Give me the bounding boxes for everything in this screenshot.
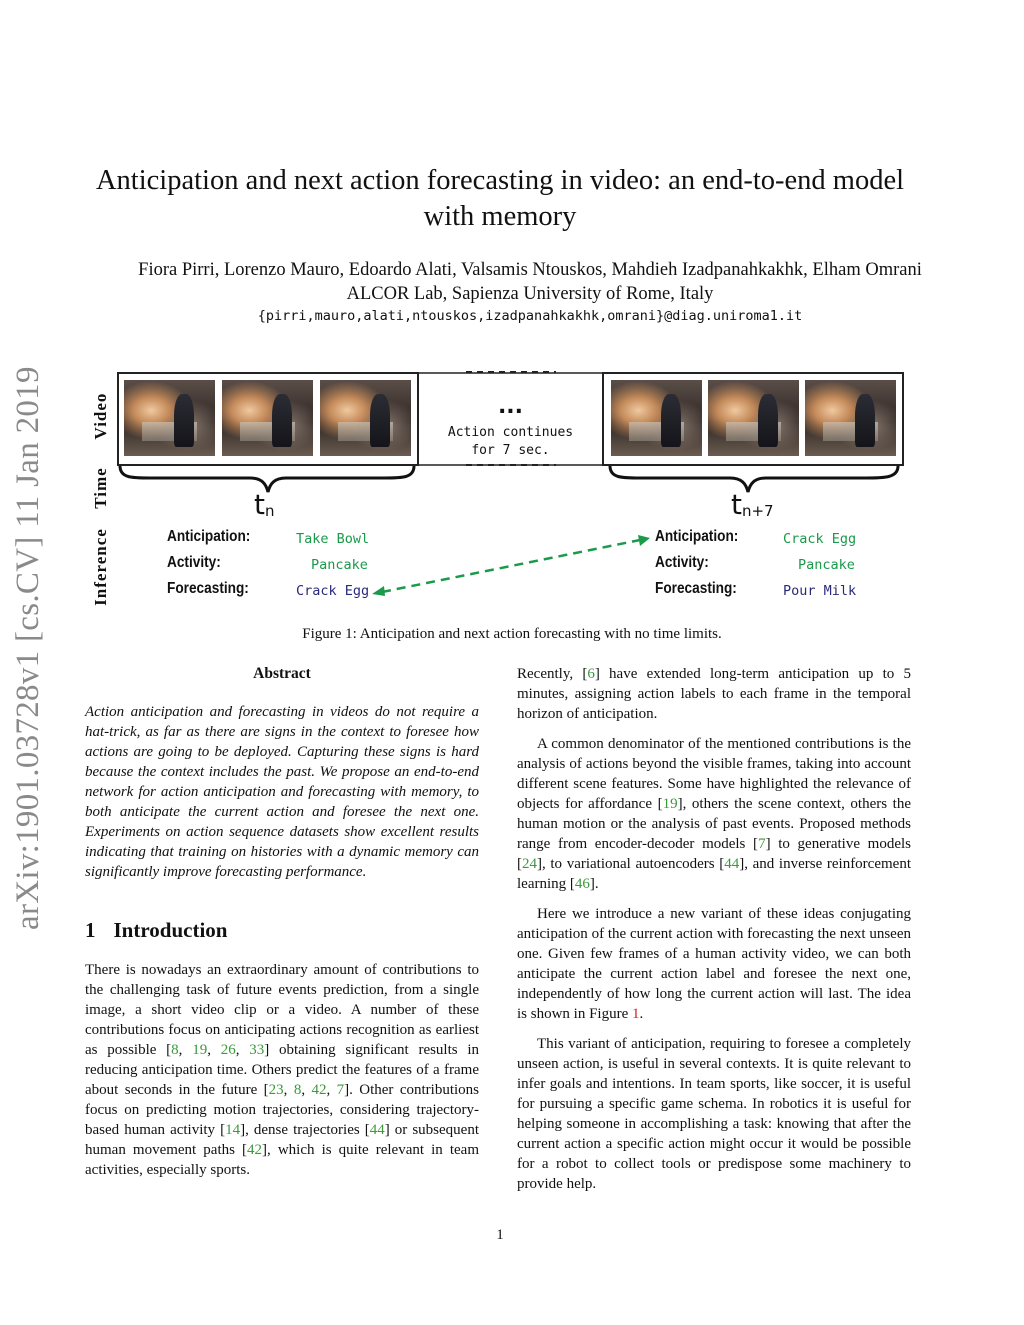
abstract-text: Action anticipation and forecasting in videos do not require a hat-trick, as far as there are signs in the context to foresee how actions are going to be deployed. Capturing these signs is hard because the context includes the past. We propose an end-to-end network for action anticipation and forecasting with memory, to both anticipate the current action and foresee the next one. Experiments on action sequence datasets show excellent results indicating that training on histories with a dynamic memory can significantly improve forecasting performance. bbox=[85, 704, 479, 880]
middle-text-2: for 7 sec. bbox=[471, 443, 550, 458]
citation-link[interactable]: 44 bbox=[724, 856, 740, 872]
right-anticipation-value: Crack Egg bbox=[783, 531, 857, 547]
middle-text-1: Action continues bbox=[447, 425, 574, 440]
arrow-head-left bbox=[372, 586, 385, 596]
citation-link[interactable]: 24 bbox=[522, 856, 537, 872]
right-anticipation-label: Anticipation: bbox=[655, 528, 739, 545]
right-paragraph-2: A common denominator of the mentioned contributions is the analysis of actions beyond the visible frames, taking into account different scene features. Some have highlighted the relevance of objects for affordance [19], others the scene context, others the human motion or the analysis of past events. Proposed methods range from encoder-decoder models [7] to generative models [24], to variational autoencoders [44], and inverse reinforcement learning [46]. bbox=[517, 736, 912, 892]
arrow-head-right bbox=[638, 535, 650, 546]
ellipsis: ... bbox=[497, 394, 524, 419]
citation-link[interactable]: 7 bbox=[758, 836, 766, 852]
citation-link[interactable]: 44 bbox=[369, 1122, 385, 1138]
citation-link[interactable]: 19 bbox=[662, 796, 678, 812]
time-label-tn: $t_n$ bbox=[254, 488, 275, 521]
row-label-inference: Inference bbox=[91, 528, 110, 606]
right-forecasting-value: Pour Milk bbox=[783, 583, 857, 599]
citation-link[interactable]: 42 bbox=[311, 1082, 327, 1098]
left-anticipation-value: Take Bowl bbox=[296, 531, 370, 547]
left-forecasting-label: Forecasting: bbox=[167, 580, 249, 597]
left-forecasting-value: Crack Egg bbox=[296, 583, 370, 599]
right-column bbox=[517, 664, 911, 1194]
citation-link[interactable]: 33 bbox=[249, 1042, 265, 1058]
arxiv-stamp: arXiv:1901.03728v1 [cs.CV] 11 Jan 2019 bbox=[10, 366, 46, 930]
citation-link[interactable]: 8 bbox=[171, 1042, 179, 1058]
left-anticipation-label: Anticipation: bbox=[167, 528, 251, 545]
intro-paragraph-1: There is nowadays an extraordinary amount of contributions to the challenging task of future events prediction, from a single image, a short video clip or a video. A number of these contributions focus on anticipating actions recognition as earliest as possible [8, 19, 26, 33] obtaining significant results in reducing anticipation time. Others predict the features of a frame about seconds in the future [23, 8, 42, 7]. Other contributions focus on predicting motion trajectories, considering trajectory-based human activity [14], dense trajectories [44] or subsequent human movement paths [42], which is quite relevant in team activities, especially sports. bbox=[85, 962, 480, 1178]
citation-link[interactable]: 8 bbox=[293, 1082, 302, 1098]
right-paragraph-1: Recently, [6] have extended long-term anticipation up to 5 minutes, assigning action labels to each frame in the temporal horizon of anticipation. bbox=[517, 666, 911, 722]
page-number: 1 bbox=[496, 1227, 504, 1243]
figure-caption: Figure 1: Anticipation and next action forecasting with no time limits. bbox=[302, 626, 722, 642]
email: {pirri,mauro,alati,ntouskos,izadpanahkakhk,omrani}@diag.uniroma1.it bbox=[257, 308, 803, 324]
citation-link[interactable]: 46 bbox=[574, 876, 590, 892]
right-paragraph-3: Here we introduce a new variant of these ideas conjugating anticipation of the current action with forecasting the next unseen one. Given few frames of a human activity video, we can both anticipate the current action label and foresee the next one, independently of how long the current action will last. The idea is shown in Figure 1. bbox=[517, 906, 911, 1022]
author-block bbox=[60, 258, 1000, 306]
citation-link[interactable]: 19 bbox=[192, 1042, 208, 1058]
intro-heading: 1 Introduction bbox=[85, 918, 228, 942]
paper-title bbox=[60, 163, 940, 235]
left-activity-value: Pancake bbox=[311, 557, 368, 573]
forecast-arrow bbox=[0, 360, 1024, 620]
authors: Fiora Pirri, Lorenzo Mauro, Edoardo Alati, Valsamis Ntouskos, Mahdieh Izadpanahkakhk, Elham Omrani bbox=[138, 260, 922, 280]
abstract-heading: Abstract bbox=[253, 665, 311, 682]
citation-link[interactable]: 14 bbox=[225, 1122, 241, 1138]
right-activity-label: Activity: bbox=[655, 554, 709, 571]
citation-link[interactable]: 23 bbox=[268, 1082, 284, 1098]
title-line-1: Anticipation and next action forecasting in video: an end-to-end model bbox=[95, 165, 905, 196]
title-line-2: with memory bbox=[423, 201, 577, 232]
row-label-video: Video bbox=[91, 392, 110, 440]
figure-1 bbox=[0, 360, 1024, 620]
citation-link[interactable]: 26 bbox=[220, 1042, 236, 1058]
right-paragraph-4: This variant of anticipation, requiring to foresee a completely unseen action, is useful in several contexts. It is quite relevant to infer goals and intentions. In team sports, like soccer, it is useful for pursuing a specific game schema. In robotics it is useful for helping someone in accomplishing a task: knowing that after the current action a specific action might occur it would be possible for a robot to collect tools or predispose some machinery to provide help. bbox=[517, 1036, 911, 1192]
citation-link[interactable]: 42 bbox=[247, 1142, 263, 1158]
right-forecasting-label: Forecasting: bbox=[655, 580, 737, 597]
affiliation: ALCOR Lab, Sapienza University of Rome, Italy bbox=[346, 284, 714, 304]
citation-link[interactable]: 6 bbox=[587, 666, 595, 682]
row-label-time: Time bbox=[91, 467, 110, 509]
left-activity-label: Activity: bbox=[167, 554, 221, 571]
right-activity-value: Pancake bbox=[798, 557, 855, 573]
citation-link[interactable]: 7 bbox=[336, 1082, 345, 1098]
left-column bbox=[85, 664, 479, 1180]
time-label-tn7: $t_{n+7}$ bbox=[731, 488, 774, 521]
figure-ref-link[interactable]: 1 bbox=[632, 1006, 640, 1022]
